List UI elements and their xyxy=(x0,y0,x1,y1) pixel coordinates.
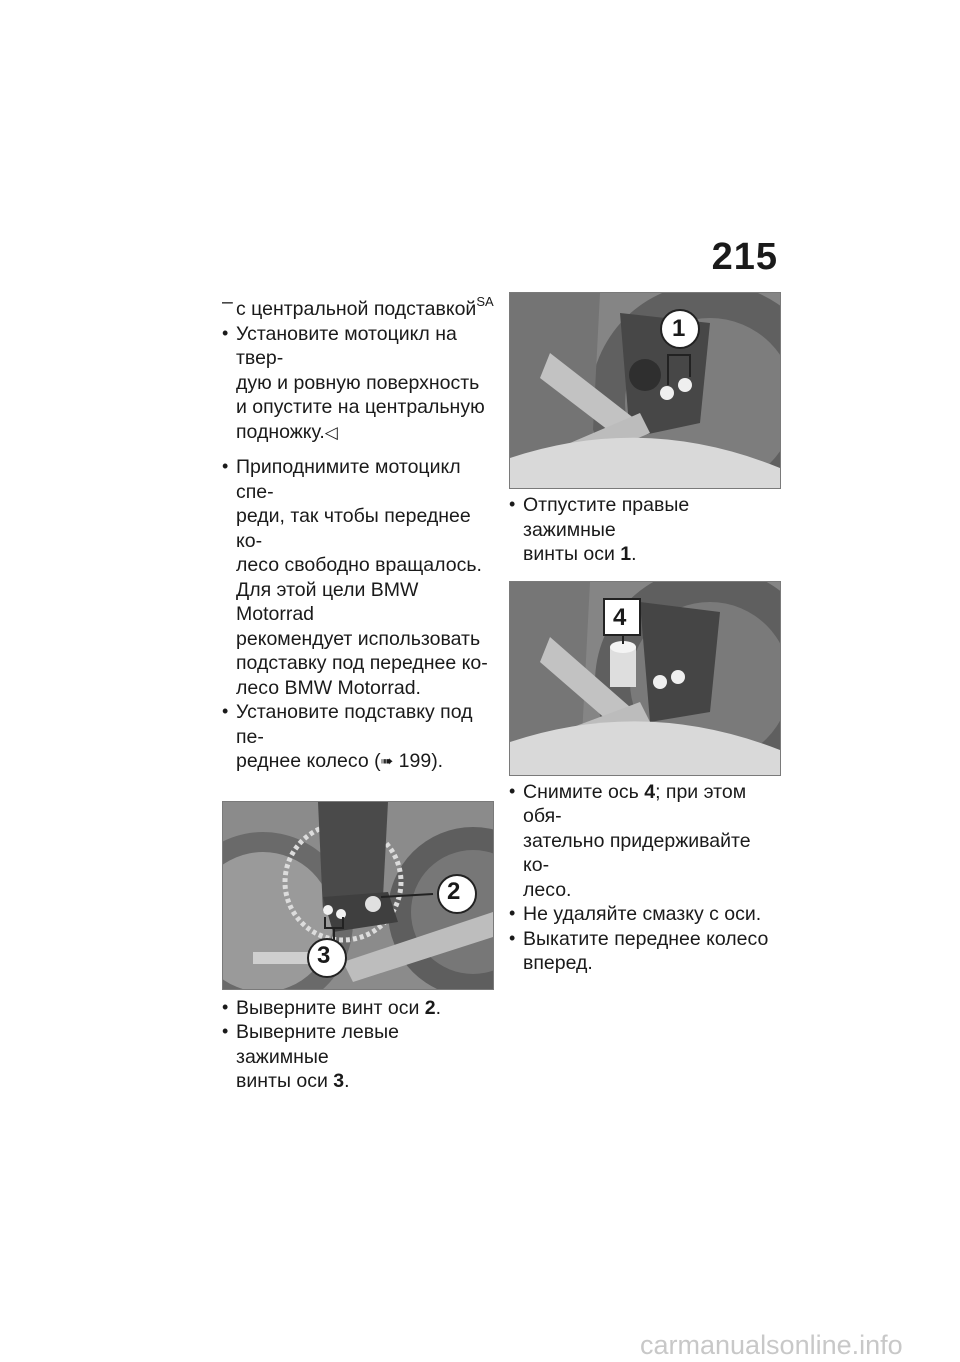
text-line: Отпустите правые зажимные xyxy=(523,494,690,541)
wheel-photo-illustration xyxy=(510,293,780,488)
instruction-place-motorcycle xyxy=(222,322,494,446)
text-line: Снимите ось xyxy=(523,780,645,803)
text-line: Выверните винт оси xyxy=(236,996,425,1019)
left-column xyxy=(222,290,494,1094)
figure-callout-2: 2 xyxy=(447,877,461,905)
figure-callout-4: 4 xyxy=(613,603,627,631)
page-number: 215 xyxy=(711,236,778,278)
text-line: лесо BMW Motorrad. xyxy=(236,676,421,699)
callout-ref-4: 4 xyxy=(644,780,656,803)
dash-mark: – xyxy=(222,291,233,313)
callout-ref-3: 3 xyxy=(333,1070,345,1092)
text-line: ). xyxy=(431,750,444,772)
figure-callout-1: 1 xyxy=(672,315,686,342)
instruction-keep-grease xyxy=(509,902,781,927)
instruction-lift-front xyxy=(222,455,494,700)
text-line: . xyxy=(631,543,637,565)
page-reference-link[interactable]: 199 xyxy=(398,750,432,772)
text-line: Приподнимите мотоцикл спе- xyxy=(236,456,461,503)
text-line: лесо. xyxy=(523,878,572,901)
text-line: Установите подставку под пе- xyxy=(236,701,473,748)
text-line: ; при этом обя- xyxy=(523,780,747,827)
instruction-install-stand xyxy=(222,700,494,775)
text-line: Не удаляйте смазку с оси. xyxy=(523,903,762,925)
bullet-mark: • xyxy=(222,996,229,1017)
bullet-mark: • xyxy=(222,1021,229,1041)
instruction-remove-left-screws xyxy=(222,1020,494,1094)
text-line: винты оси xyxy=(236,1070,334,1092)
text-line: Для этой цели BMW Motorrad xyxy=(236,578,419,625)
watermark-text: carmanualsonline.info xyxy=(640,1330,903,1360)
text-line: рекомендует использовать xyxy=(236,627,481,650)
text-line: лесо свободно вращалось. xyxy=(236,554,482,576)
text-line: Выверните левые зажимные xyxy=(236,1021,399,1068)
text-line: подставку под переднее ко- xyxy=(236,652,488,674)
bullet-mark: • xyxy=(509,780,516,801)
instruction-loosen-right-screws xyxy=(509,493,781,567)
right-column xyxy=(509,292,781,976)
callout-ref-2: 2 xyxy=(424,996,436,1019)
section-heading xyxy=(222,290,494,322)
text-line: . xyxy=(435,996,442,1019)
figure-callout-3: 3 xyxy=(317,941,331,969)
end-mark-icon: ◁ xyxy=(324,422,338,442)
page-reference-arrow-icon: ➠ xyxy=(380,753,394,770)
bullet-mark: • xyxy=(222,322,229,343)
sa-superscript: SA xyxy=(476,294,494,309)
text-line: и опустите на центральную xyxy=(236,396,485,418)
wheel-photo-illustration xyxy=(510,582,780,775)
callout-ref-1: 1 xyxy=(620,543,632,565)
text-line: вперед. xyxy=(523,952,593,974)
instruction-remove-axle-screw xyxy=(222,996,494,1021)
bullet-mark: • xyxy=(509,494,516,514)
text-line: дую и ровную поверхность xyxy=(236,371,480,394)
heading-text: с центральной подставкой xyxy=(236,298,477,320)
bullet-mark: • xyxy=(509,903,516,923)
figure-right-axle-removal xyxy=(509,581,781,776)
bullet-mark: • xyxy=(509,927,516,948)
instruction-roll-wheel-forward xyxy=(509,927,781,976)
text-line: подножку. xyxy=(236,420,325,443)
text-line: Установите мотоцикл на твер- xyxy=(236,322,457,369)
bullet-mark: • xyxy=(222,701,229,721)
text-line: . xyxy=(344,1070,350,1092)
text-line: реди, так чтобы переднее ко- xyxy=(236,505,471,552)
figure-right-clamp-screws xyxy=(509,292,781,489)
text-line: Выкатите переднее колесо xyxy=(523,927,769,950)
text-line: винты оси xyxy=(523,543,621,565)
instruction-remove-axle xyxy=(509,780,781,903)
text-line: зательно придерживайте ко- xyxy=(523,829,751,876)
bullet-mark: • xyxy=(222,456,229,476)
text-line: реднее колесо ( xyxy=(236,750,381,772)
